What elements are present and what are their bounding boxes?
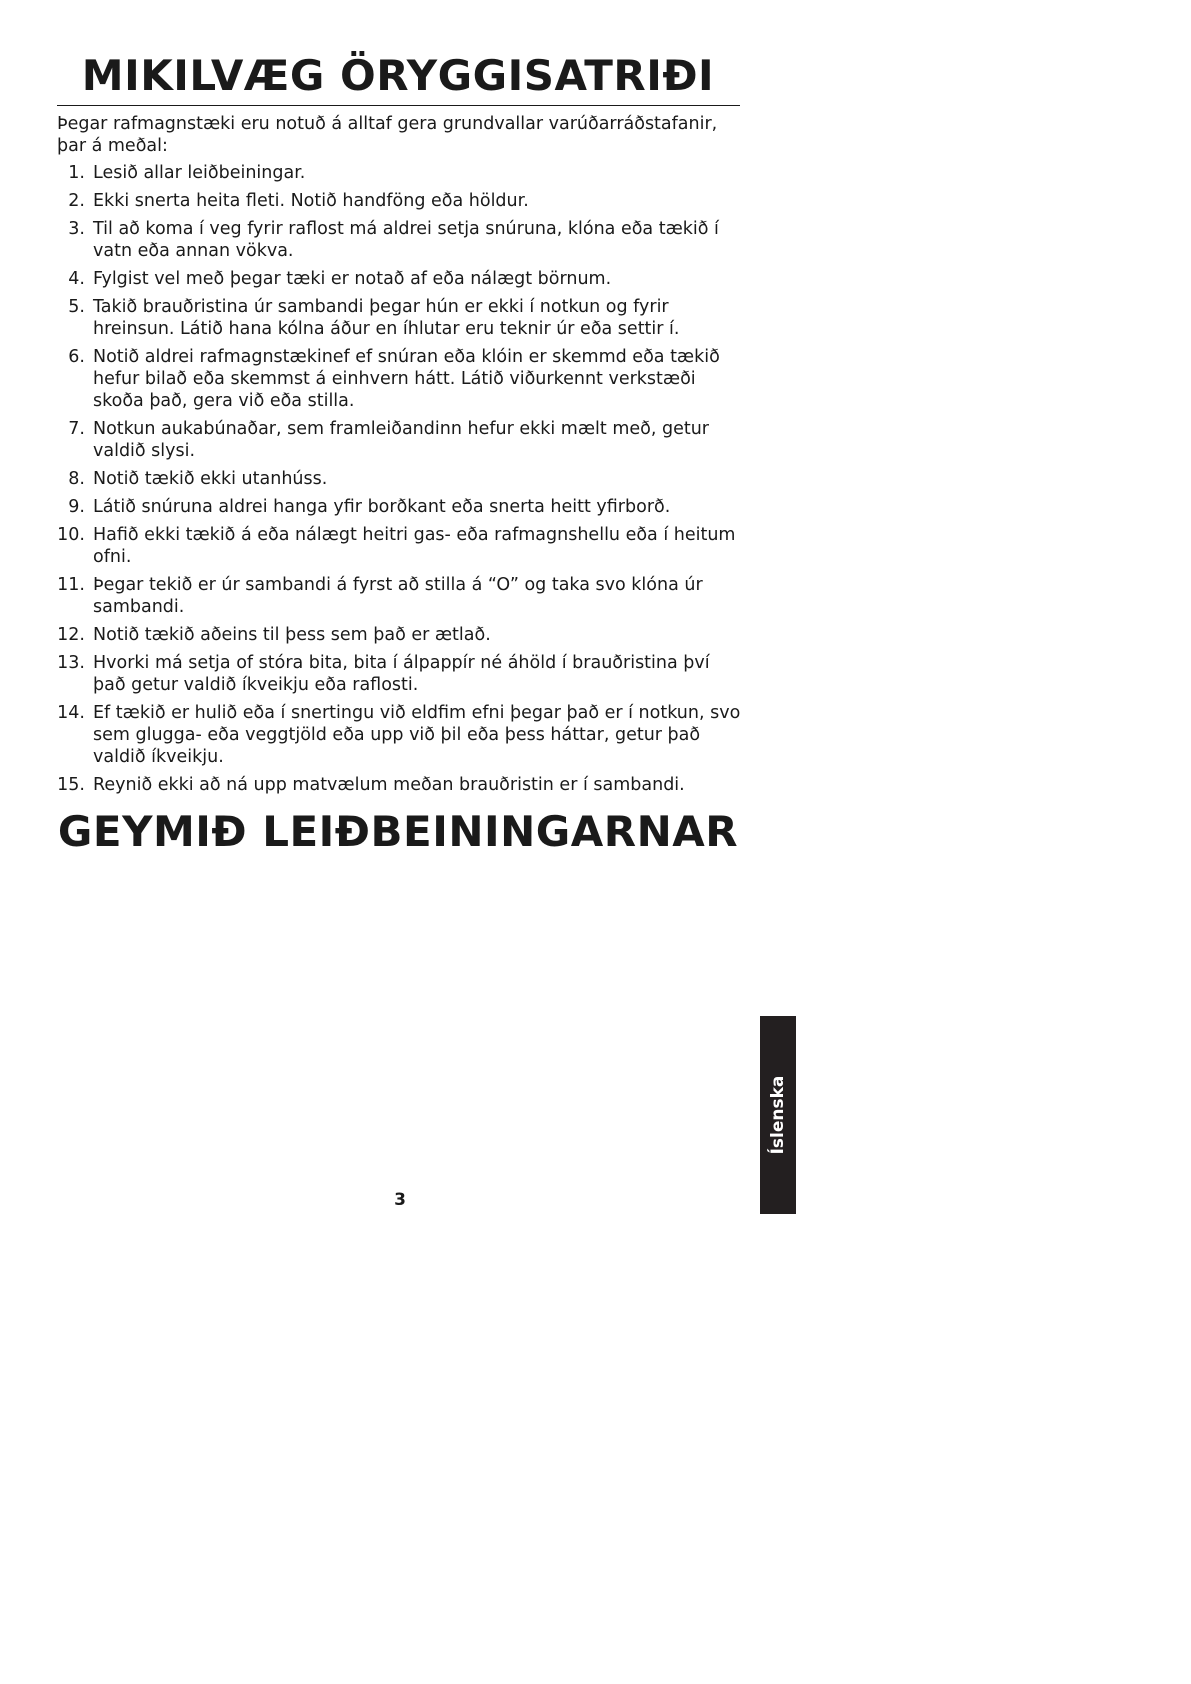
- item-number: 7.: [68, 419, 85, 439]
- item-text: Hvorki má setja of stóra bita, bita í álpappír né áhöld í brauðristina því það getur valdið íkveikju eða raflosti.: [93, 653, 710, 695]
- title-divider: [57, 105, 740, 106]
- item-text: Ef tækið er hulið eða í snertingu við eldfim efni þegar það er í notkun, svo sem glugga- eða veggtjöld eða upp við þil eða þess háttar, getur það valdið íkveikju.: [93, 703, 741, 767]
- item-number: 2.: [68, 191, 85, 211]
- item-number: 8.: [68, 469, 85, 489]
- item-text: Þegar tekið er úr sambandi á fyrst að stilla á “O” og taka svo klóna úr sambandi.: [93, 575, 703, 617]
- item-number: 14.: [57, 703, 85, 723]
- item-text: Notið tækið ekki utanhúss.: [93, 469, 328, 489]
- list-item: [57, 652, 747, 696]
- item-number: 6.: [68, 347, 85, 367]
- list-item: [57, 162, 747, 184]
- item-number: 1.: [68, 163, 85, 183]
- item-text: Fylgist vel með þegar tæki er notað af eða nálægt börnum.: [93, 269, 612, 289]
- list-item: [57, 574, 747, 618]
- item-number: 4.: [68, 269, 85, 289]
- item-number: 12.: [57, 625, 85, 645]
- list-item: [57, 418, 747, 462]
- list-item: [57, 296, 747, 340]
- list-item: [57, 524, 747, 568]
- list-item: [57, 190, 747, 212]
- list-item: [57, 702, 747, 768]
- item-text: Reynið ekki að ná upp matvælum meðan brauðristin er í sambandi.: [93, 775, 685, 795]
- list-item: [57, 268, 747, 290]
- safety-rules-list: [57, 162, 747, 802]
- item-text: Hafið ekki tækið á eða nálægt heitri gas- eða rafmagnshellu eða í heitum ofni.: [93, 525, 736, 567]
- page-title: MIKILVÆG ÖRYGGISATRIÐI: [81, 51, 715, 100]
- item-text: Lesið allar leiðbeiningar.: [93, 163, 306, 183]
- item-text: Notið tækið aðeins til þess sem það er ætlað.: [93, 625, 491, 645]
- item-text: Takið brauðristina úr sambandi þegar hún er ekki í notkun og fyrir hreinsun. Látið hana kólna áður en íhlutar eru teknir úr eða settir í.: [93, 297, 680, 339]
- intro-paragraph: Þegar rafmagnstæki eru notuð á alltaf gera grundvallar varúðarráðstafanir, þar á meðal:: [57, 114, 718, 156]
- list-item: [57, 774, 747, 796]
- item-number: 5.: [68, 297, 85, 317]
- item-number: 15.: [57, 775, 85, 795]
- item-number: 10.: [57, 525, 85, 545]
- list-item: [57, 624, 747, 646]
- language-tab: [760, 1016, 796, 1214]
- item-number: 11.: [57, 575, 85, 595]
- list-item: [57, 468, 747, 490]
- list-item: [57, 218, 747, 262]
- item-number: 13.: [57, 653, 85, 673]
- item-text: Til að koma í veg fyrir raflost má aldrei setja snúruna, klóna eða tækið í vatn eða annan vökva.: [93, 219, 719, 261]
- item-number: 9.: [68, 497, 85, 517]
- item-text: Látið snúruna aldrei hanga yfir borðkant eða snerta heitt yfirborð.: [93, 497, 671, 517]
- item-text: Notið aldrei rafmagnstækinef ef snúran eða klóin er skemmd eða tækið hefur bilað eða skemmst á einhvern hátt. Látið viðurkennt verkstæði skoða það, gera við eða stilla.: [93, 347, 720, 411]
- list-item: [57, 496, 747, 518]
- page-number: 3: [394, 1190, 406, 1210]
- save-instructions-heading: GEYMIÐ LEIÐBEININGARNAR: [57, 807, 739, 856]
- item-text: Ekki snerta heita fleti. Notið handföng eða höldur.: [93, 191, 529, 211]
- list-item: [57, 346, 747, 412]
- item-text: Notkun aukabúnaðar, sem framleiðandinn hefur ekki mælt með, getur valdið slysi.: [93, 419, 709, 461]
- item-number: 3.: [68, 219, 85, 239]
- language-tab-label: Íslenska: [768, 1075, 788, 1155]
